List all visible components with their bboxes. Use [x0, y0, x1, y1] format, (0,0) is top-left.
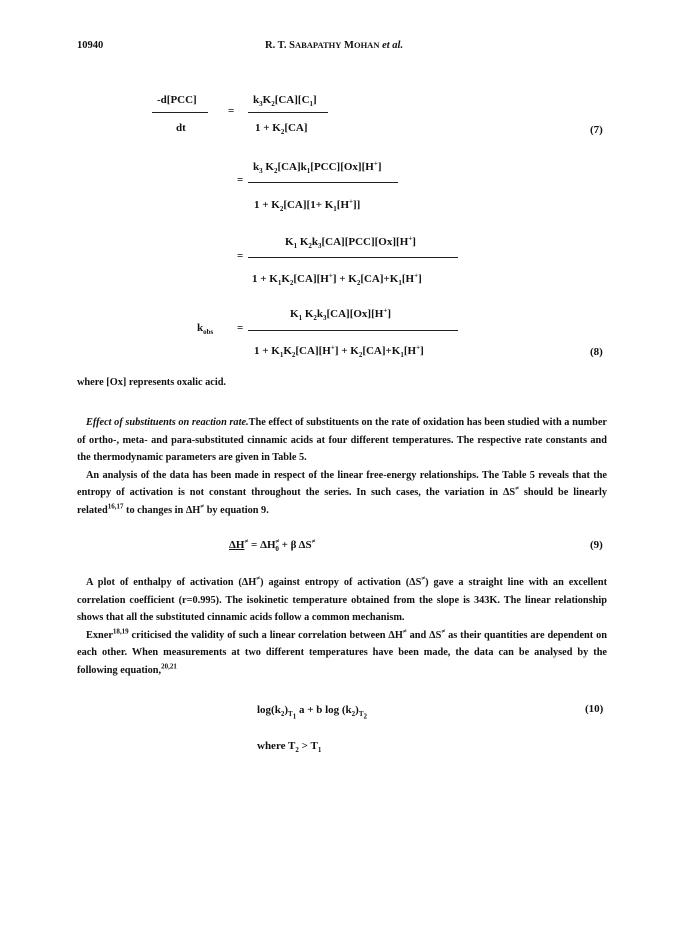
paragraph-free-energy: An analysis of the data has been made in respect of the linear free-energy relationships. The Table 5 reveals that the entropy of activation is not constant throughout the series. In such cases, the variation in ΔS≠ should be linearly related$^{16,17}$ to changes in ΔH≠ by equation 9. [77, 469, 607, 516]
eq8-equals: = [237, 322, 244, 334]
eq8-number: (8) [590, 346, 603, 358]
citation-20-21: 20,21 [161, 662, 177, 671]
eq8-kobs: $k_{obs}$ [197, 322, 214, 337]
body-text-block-1 [77, 414, 607, 519]
eq7-equals-2: = [237, 174, 244, 186]
eq8-denominator: $1 + K_1K_2[CA][H^+] + K_2[CA]+K_1[H^+]$ [254, 343, 424, 360]
eq7-lhs-numerator: -d[PCC] [157, 94, 197, 106]
eq7-number: (7) [590, 124, 603, 136]
section-heading: Effect of substituents on reaction rate. [86, 417, 249, 428]
eq7-r1-denominator: $1 + K_2[CA]$ [255, 122, 308, 137]
eq10-where: where $T_2 > T_1$ [257, 740, 322, 755]
citation-16-17: 16,17 [107, 502, 124, 511]
eq7-equals-1: = [228, 105, 235, 117]
page-number: 10940 [77, 40, 104, 51]
eq7-r2-numerator: $k_3$ $K_2[CA]k_1[PCC][Ox][H^+]$ [253, 159, 382, 176]
citation-18-19: 18,19 [112, 627, 129, 636]
where-ox-text: where [Ox] represents oxalic acid. [77, 377, 226, 388]
eq7-r1-numerator: $k_3K_2[CA][C_1]$ [253, 94, 317, 109]
eq7-r3-denominator: $1 + K_1K_2[CA][H^+] + K_2[CA]+K_1[H^+]$ [252, 271, 422, 288]
eq7-r2-fraction-bar [248, 182, 398, 183]
eq8-numerator: $K_1$ $K_2k_3[CA][Ox][H^+]$ [290, 306, 391, 323]
eq7-lhs-fraction-bar [152, 112, 208, 113]
paragraph-exner: Exner$^{18,19}$ criticised the validity of such a linear correlation between ΔH≠ and ΔS≠ as their quantities are dependent on each other. When measurements at two different temperatures have been made, the data can be analysed by the following equation,$^{20,21}$ [77, 627, 608, 676]
eq7-r2-denominator: $1 + K_2[CA][1+ K_1[H^+]]$ [254, 197, 361, 214]
running-title: R. T. SABAPATHY MOHAN et al. [265, 40, 404, 51]
eq7-r3-fraction-bar [248, 257, 458, 258]
paragraph-substituent-effect [77, 414, 607, 467]
paragraph-1-body: The effect of substituents on the rate of oxidation has been studied with a number of ortho-, meta- and para-substituted cinnamic acids at four different temperatures. The respective rate constants and the thermodynamic parameters are given in Table 5. [77, 417, 607, 463]
eq9-number: (9) [590, 539, 603, 551]
eq7-lhs-denominator: dt [176, 122, 186, 134]
eq7-equals-3: = [237, 250, 244, 262]
paragraph-plot: A plot of enthalpy of activation (ΔH≠) against entropy of activation (ΔS≠) gave a straight line with an excellent correlation coefficient (r=0.995). The isokinetic temperature obtained from the slope is 343K. The linear relationship shows that all the substituted cinnamic acids follow a common mechanism. [77, 574, 608, 623]
eq10-number: (10) [585, 703, 604, 715]
eq8-fraction-bar [248, 330, 458, 331]
equation-10: $\log(k_2)_{T_1}$ a + b $\log (k_2)_{T_2}$ [257, 704, 368, 721]
body-text-block-2 [77, 574, 607, 679]
eq7-r1-fraction-bar [248, 112, 328, 113]
equation-9: $\Delta H^\ne = \Delta H^\ne_0 + \beta$ ΔS≠ [229, 537, 316, 554]
eq7-r3-numerator: $K_1$ $K_2k_3[CA][PCC][Ox][H^+]$ [285, 234, 416, 251]
